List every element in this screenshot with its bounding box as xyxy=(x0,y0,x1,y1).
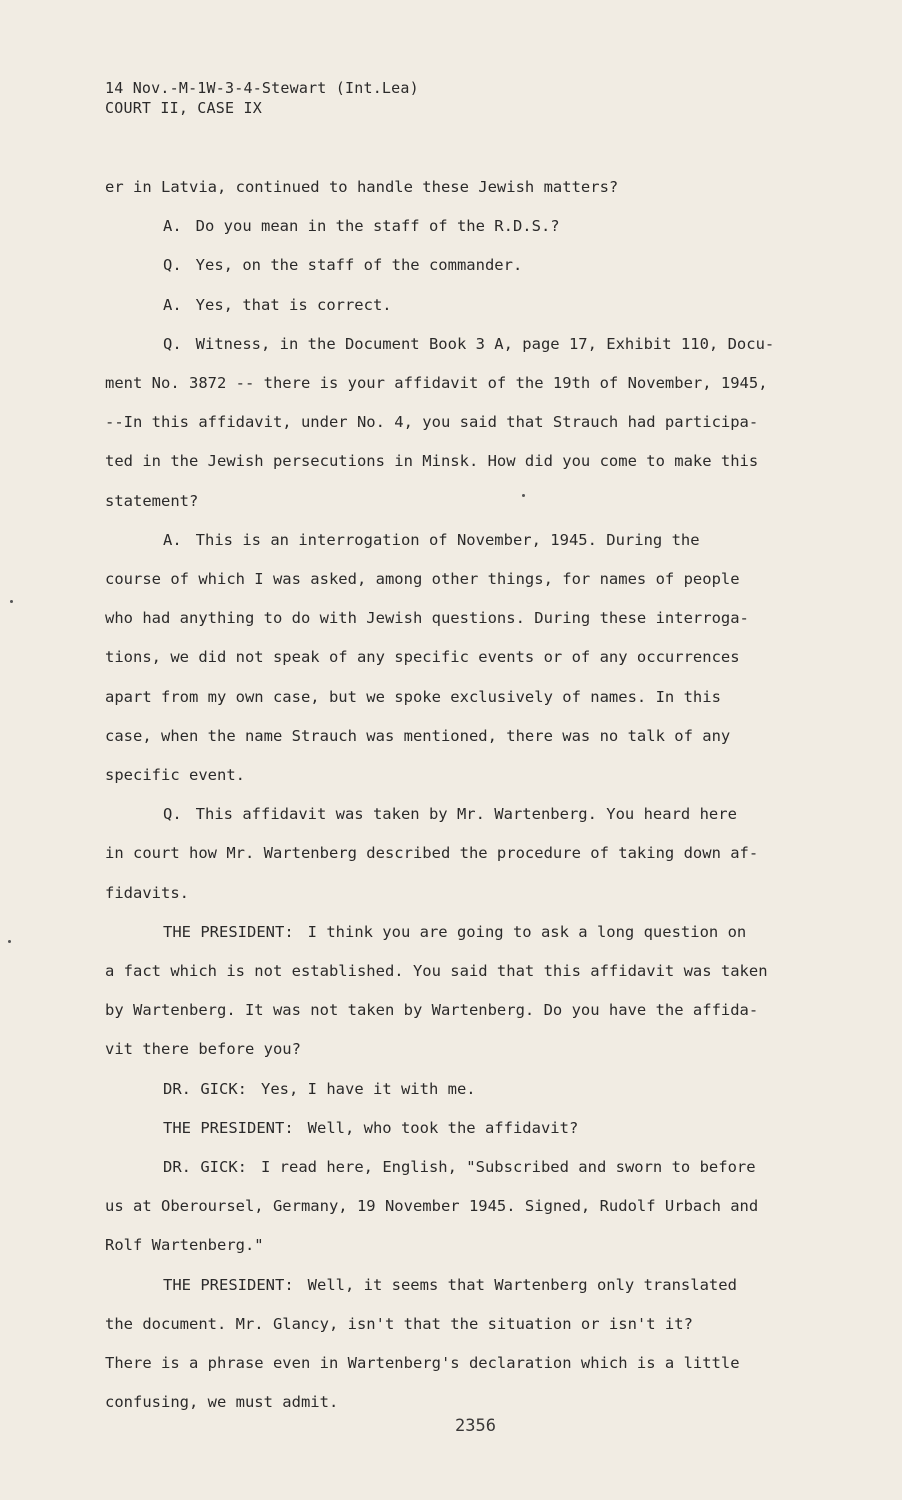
transcript-line: Rolf Wartenberg." xyxy=(105,1236,264,1255)
speaker-label: A. xyxy=(163,217,182,236)
answer-line: A. Yes, that is correct. xyxy=(163,295,392,314)
transcript-line: vit there before you? xyxy=(105,1040,301,1059)
transcript-line: statement? xyxy=(105,491,199,510)
answer-line: A. This is an interrogation of November, 1945. During the xyxy=(163,530,700,549)
question-line: Q. Witness, in the Document Book 3 A, page 17, Exhibit 110, Docu- xyxy=(163,334,775,353)
counsel-line: DR. GICK: I read here, English, "Subscribed and sworn to before xyxy=(163,1158,756,1177)
answer-line: A. Do you mean in the staff of the R.D.S.? xyxy=(163,217,560,236)
transcript-line: ment No. 3872 -- there is your affidavit of the 19th of November, 1945, xyxy=(105,374,768,393)
header-court-case-line: COURT II, CASE IX xyxy=(105,99,262,117)
transcript-line: fidavits. xyxy=(105,883,189,902)
page-header xyxy=(105,78,419,118)
speaker-label: A. xyxy=(163,295,182,314)
speaker-label: A. xyxy=(163,530,182,549)
president-line: THE PRESIDENT: Well, it seems that Wartenberg only translated xyxy=(163,1275,737,1294)
paper-speck xyxy=(522,494,525,497)
question-line: Q. Yes, on the staff of the commander. xyxy=(163,256,523,275)
speaker-label: THE PRESIDENT: xyxy=(163,922,294,941)
transcript-line: by Wartenberg. It was not taken by Wartenberg. Do you have the affida- xyxy=(105,1001,759,1020)
transcript-line: apart from my own case, but we spoke exclusively of names. In this xyxy=(105,687,721,706)
page-number: 2356 xyxy=(455,1416,496,1436)
transcript-line: There is a phrase even in Wartenberg's declaration which is a little xyxy=(105,1354,740,1373)
transcript-line: --In this affidavit, under No. 4, you said that Strauch had participa- xyxy=(105,413,759,432)
paper-speck xyxy=(10,600,13,603)
transcript-line: confusing, we must admit. xyxy=(105,1393,339,1412)
transcript-line: ted in the Jewish persecutions in Minsk. How did you come to make this xyxy=(105,452,759,471)
paper-speck xyxy=(8,940,11,943)
counsel-line: DR. GICK: Yes, I have it with me. xyxy=(163,1079,476,1098)
transcript-line: who had anything to do with Jewish questions. During these interroga- xyxy=(105,609,749,628)
speaker-label: Q. xyxy=(163,334,182,353)
transcript-line: er in Latvia, continued to handle these Jewish matters? xyxy=(105,178,619,196)
transcript-line: the document. Mr. Glancy, isn't that the situation or isn't it? xyxy=(105,1314,693,1333)
president-line: THE PRESIDENT: Well, who took the affidavit? xyxy=(163,1118,579,1137)
speaker-label: DR. GICK: xyxy=(163,1079,247,1098)
transcript-body xyxy=(105,168,825,1423)
speaker-label: DR. GICK: xyxy=(163,1158,247,1177)
speaker-label: THE PRESIDENT: xyxy=(163,1275,294,1294)
transcript-line: us at Oberoursel, Germany, 19 November 1945. Signed, Rudolf Urbach and xyxy=(105,1197,759,1216)
question-line: Q. This affidavit was taken by Mr. Wartenberg. You heard here xyxy=(163,805,737,824)
speaker-label: Q. xyxy=(163,805,182,824)
header-session-line: 14 Nov.-M-1W-3-4-Stewart (Int.Lea) xyxy=(105,79,419,97)
transcript-line: course of which I was asked, among other things, for names of people xyxy=(105,570,740,589)
transcript-line: in court how Mr. Wartenberg described the procedure of taking down af- xyxy=(105,844,759,863)
transcript-line: specific event. xyxy=(105,766,245,785)
transcript-line: a fact which is not established. You said that this affidavit was taken xyxy=(105,962,768,981)
speaker-label: THE PRESIDENT: xyxy=(163,1118,294,1137)
speaker-label: Q. xyxy=(163,256,182,275)
transcript-line: tions, we did not speak of any specific events or of any occurrences xyxy=(105,648,740,667)
transcript-line: case, when the name Strauch was mentioned, there was no talk of any xyxy=(105,726,731,745)
president-line: THE PRESIDENT: I think you are going to ask a long question on xyxy=(163,922,747,941)
